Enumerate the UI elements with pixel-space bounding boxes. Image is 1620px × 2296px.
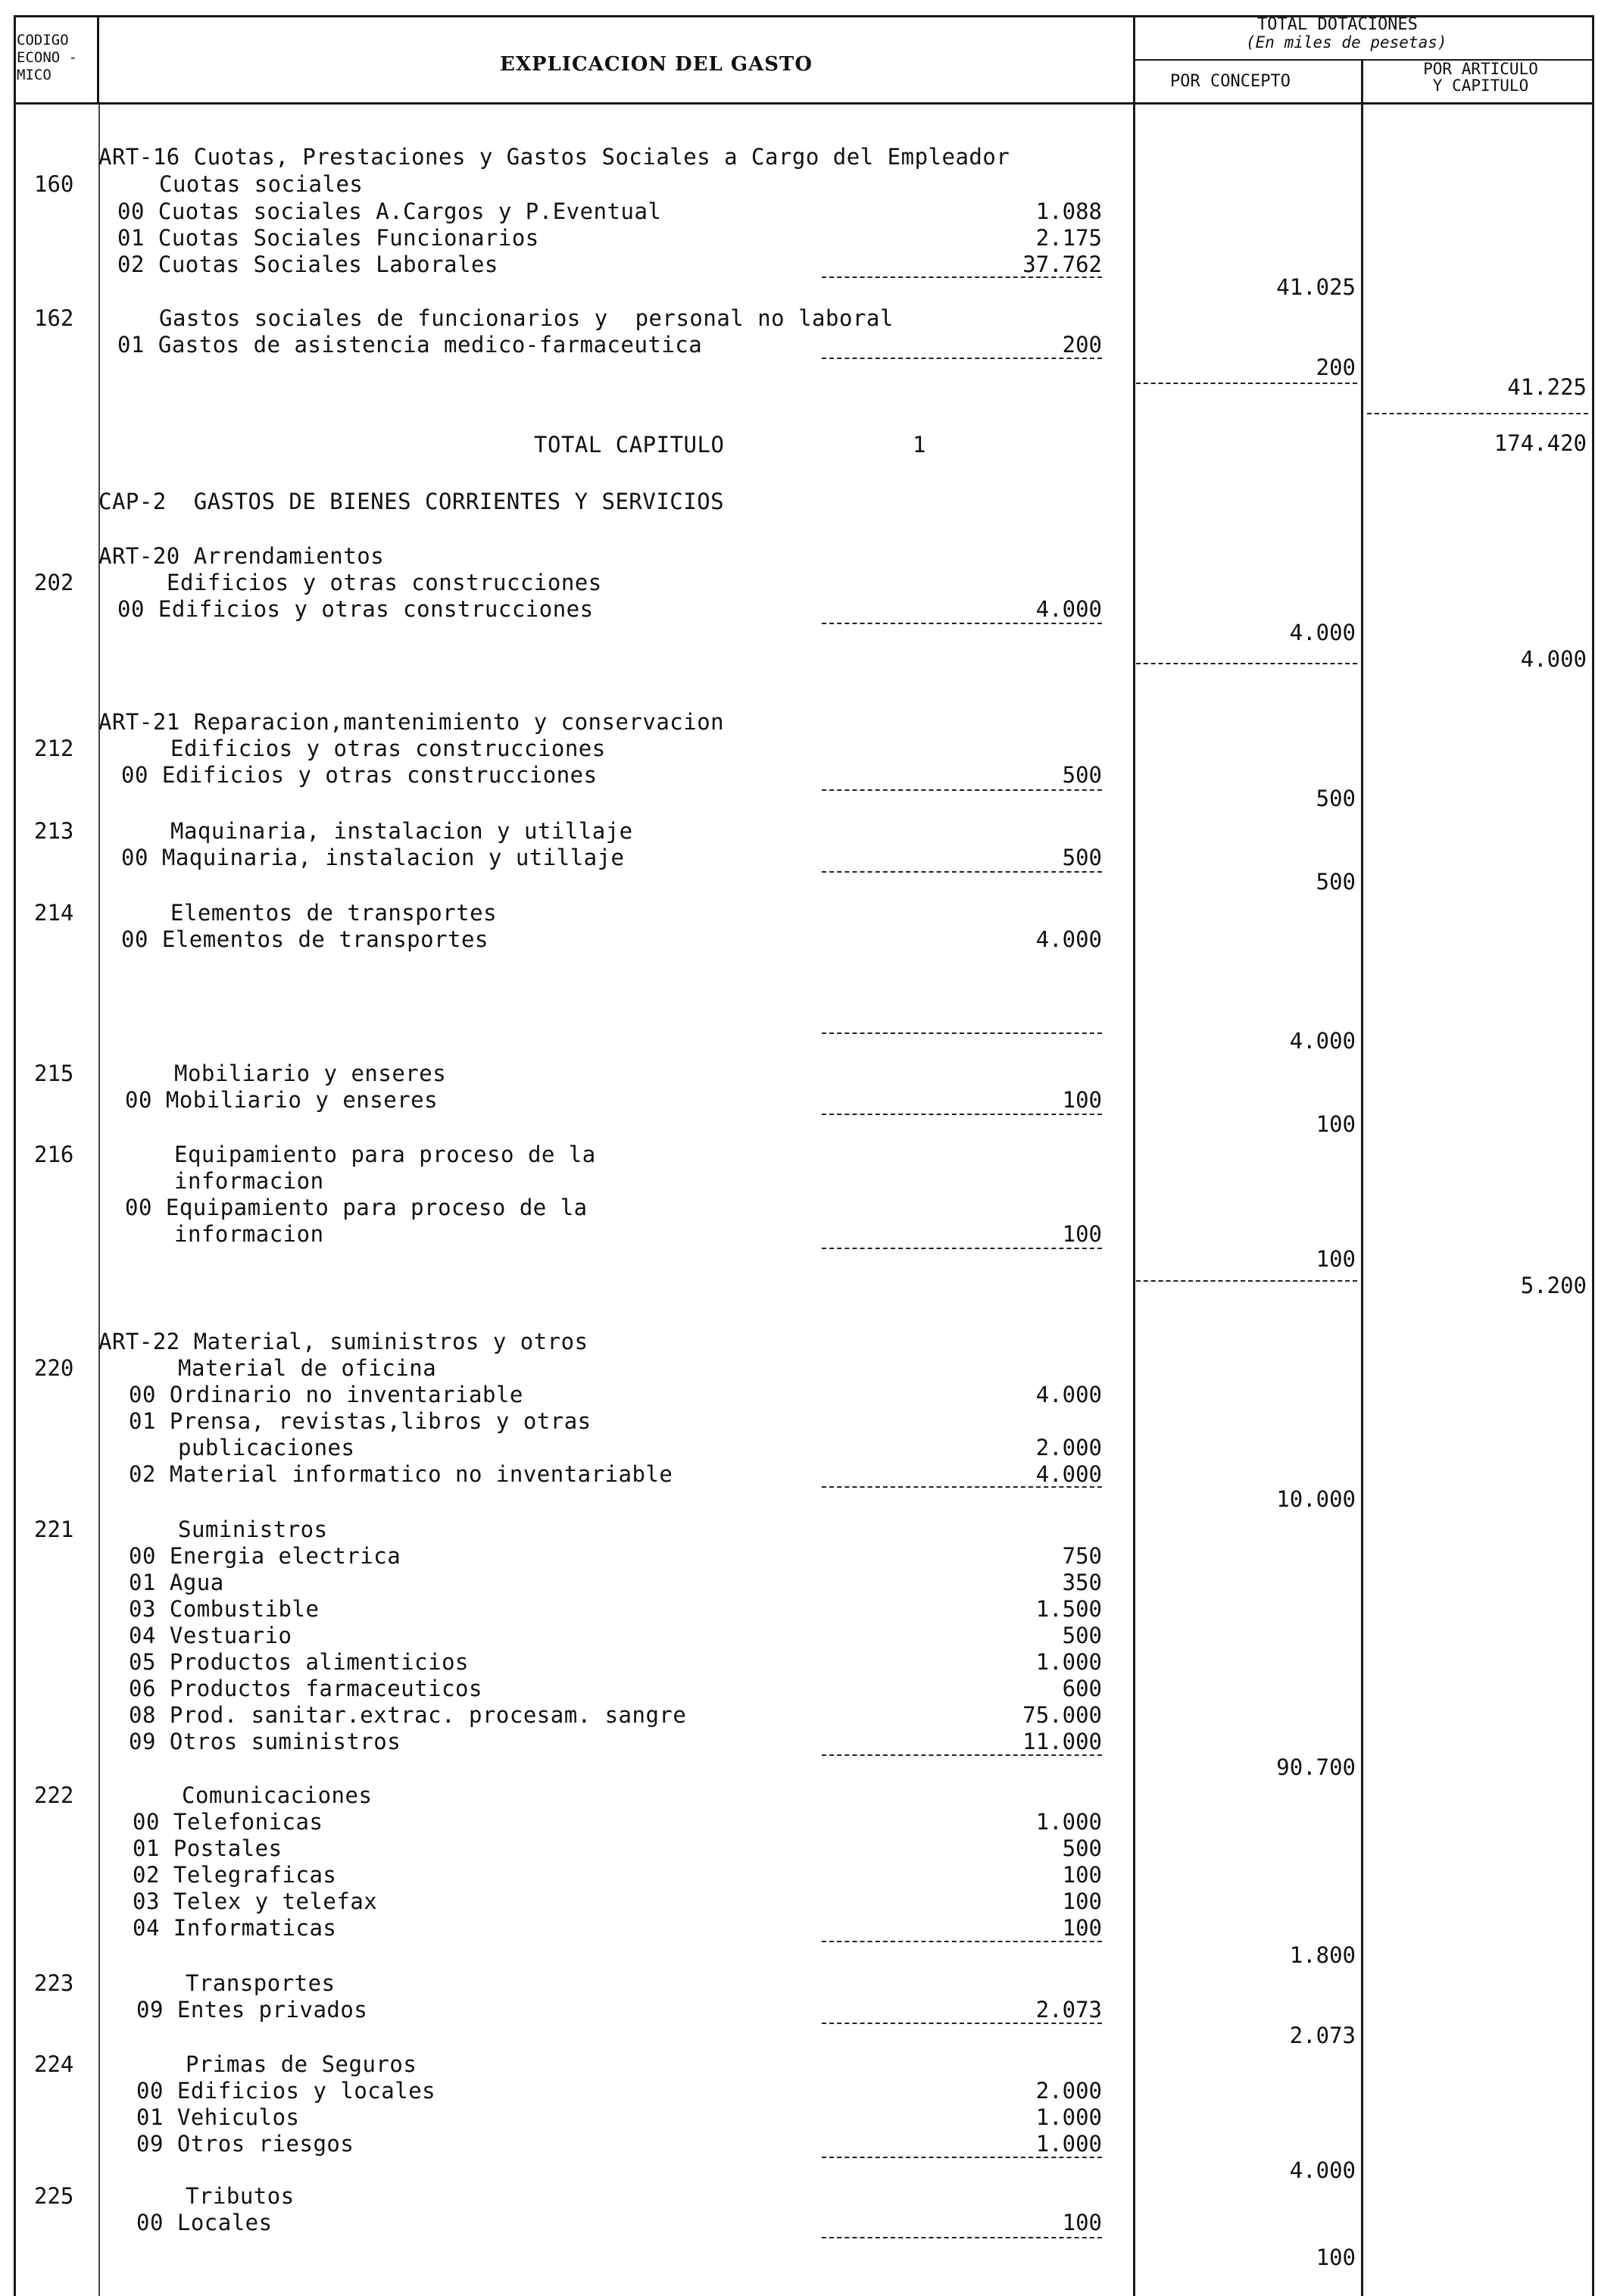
code-body-divider — [98, 105, 100, 2296]
concepto-total: 100 — [1316, 2244, 1356, 2270]
economic-code: 160 — [34, 171, 74, 197]
concepto-separator — [1136, 1280, 1357, 1282]
amount-value: 500 — [1062, 1835, 1102, 1861]
header-code: CODIGO ECONO - MICO — [17, 32, 78, 83]
concepto-total: 90.700 — [1276, 1754, 1356, 1780]
line-text: informacion — [174, 1221, 324, 1247]
code-col-divider — [97, 15, 99, 105]
line-text: 00 Energia electrica — [129, 1543, 401, 1569]
amount-value: 2.073 — [1035, 1997, 1102, 2023]
line-text: Gastos sociales de funcionarios y personal no laboral — [159, 305, 894, 331]
line-text: Equipamiento para proceso de la — [174, 1142, 596, 1167]
economic-code: 214 — [34, 900, 74, 926]
line-text: 02 Telegraficas — [133, 1862, 337, 1888]
line-text: ART-21 Reparacion,mantenimiento y conservacion — [98, 709, 725, 735]
concepto-total: 41.025 — [1276, 274, 1356, 300]
amount-value: 2.000 — [1035, 2078, 1102, 2104]
amount-value: 500 — [1062, 1623, 1102, 1648]
line-text: 01 Gastos de asistencia medico-farmaceutica — [117, 332, 703, 358]
dashed-separator — [822, 1032, 1102, 1034]
line-text: ART-22 Material, suministros y otros — [98, 1329, 588, 1354]
line-text: Edificios y otras construcciones — [170, 736, 606, 761]
amount-value: 200 — [1062, 332, 1102, 358]
amount-value: 100 — [1062, 1862, 1102, 1888]
concepto-total: 4.000 — [1289, 1028, 1356, 1054]
line-text: Transportes — [186, 1970, 336, 1996]
line-text: Comunicaciones — [182, 1782, 373, 1808]
amount-value: 100 — [1062, 1888, 1102, 1914]
concepto-total: 4.000 — [1289, 2157, 1356, 2183]
concepto-col-divider — [1361, 59, 1363, 2296]
dashed-separator — [822, 871, 1102, 873]
amount-value: 1.000 — [1035, 1809, 1102, 1835]
articulo-total: 174.420 — [1494, 430, 1587, 456]
line-text: informacion — [174, 1168, 324, 1194]
amount-value: 600 — [1062, 1676, 1102, 1701]
line-text: Edificios y otras construcciones — [167, 570, 602, 595]
line-text: Elementos de transportes — [170, 900, 498, 926]
amount-value: 750 — [1062, 1543, 1102, 1569]
line-text: Cuotas sociales — [159, 171, 364, 197]
dashed-separator — [822, 1754, 1102, 1756]
economic-code: 213 — [34, 818, 74, 844]
economic-code: 215 — [34, 1061, 74, 1086]
line-text: 01 Vehiculos — [136, 2104, 300, 2130]
economic-code: 216 — [34, 1142, 74, 1167]
amount-value: 1.000 — [1035, 1649, 1102, 1675]
line-text: 01 Postales — [133, 1835, 282, 1861]
amount-value: 2.175 — [1035, 225, 1102, 251]
line-text: 00 Elementos de transportes — [121, 926, 488, 952]
economic-code: 202 — [34, 570, 74, 595]
header-explicacion: EXPLICACION DEL GASTO — [500, 53, 813, 76]
header-concepto: POR CONCEPTO — [1170, 72, 1291, 91]
concepto-total: 500 — [1316, 786, 1356, 811]
line-text: 00 Maquinaria, instalacion y utillaje — [121, 845, 625, 870]
line-text: 04 Vestuario — [129, 1623, 292, 1648]
dashed-separator — [822, 358, 1102, 359]
line-text: 00 Edificios y otras construcciones — [121, 762, 598, 788]
amount-value: 100 — [1062, 1915, 1102, 1941]
line-text: 02 Material informatico no inventariable — [129, 1461, 673, 1487]
line-text: 06 Productos farmaceuticos — [129, 1676, 482, 1701]
amount-value: 4.000 — [1035, 1382, 1102, 1407]
concepto-total: 10.000 — [1276, 1486, 1356, 1512]
amount-value: 1.000 — [1035, 2104, 1102, 2130]
frame-left — [14, 15, 16, 2296]
amount-value: 500 — [1062, 762, 1102, 788]
concepto-total: 200 — [1316, 355, 1356, 380]
economic-code: 212 — [34, 736, 74, 761]
amount-value: 2.000 — [1035, 1435, 1102, 1460]
line-text: CAP-2 GASTOS DE BIENES CORRIENTES Y SERVICIOS — [98, 489, 725, 514]
economic-code: 162 — [34, 305, 74, 331]
concepto-total: 4.000 — [1289, 620, 1356, 645]
line-text: Suministros — [178, 1517, 328, 1542]
line-text: ART-16 Cuotas, Prestaciones y Gastos Sociales a Cargo del Empleador — [98, 144, 1010, 170]
line-text: 03 Telex y telefax — [133, 1888, 378, 1914]
header-total-sub: (En miles de pesetas) — [1246, 33, 1447, 52]
amount-value: 1.500 — [1035, 1596, 1102, 1622]
economic-code: 225 — [34, 2183, 74, 2209]
dashed-separator — [822, 2157, 1102, 2158]
amount-value: 4.000 — [1035, 926, 1102, 952]
line-text: TOTAL CAPITULO — [534, 432, 725, 458]
line-text: 09 Entes privados — [136, 1997, 368, 2023]
amount-value: 4.000 — [1035, 596, 1102, 622]
amount-value: 100 — [1062, 1221, 1102, 1247]
line-text: publicaciones — [178, 1435, 355, 1460]
economic-code: 222 — [34, 1782, 74, 1808]
line-text: 08 Prod. sanitar.extrac. procesam. sangre — [129, 1702, 687, 1728]
dashed-separator — [822, 1486, 1102, 1488]
line-text: 00 Edificios y otras construcciones — [117, 596, 594, 622]
dashed-separator — [822, 1114, 1102, 1115]
dashed-separator — [822, 1248, 1102, 1249]
explicacion-col-divider — [1133, 15, 1135, 2296]
amount-value: 11.000 — [1022, 1729, 1102, 1754]
dashed-separator — [822, 2023, 1102, 2024]
concepto-total: 100 — [1316, 1111, 1356, 1137]
dashed-separator — [822, 623, 1102, 624]
line-text: 00 Cuotas sociales A.Cargos y P.Eventual — [117, 198, 662, 224]
economic-code: 224 — [34, 2051, 74, 2077]
line-text: Material de oficina — [178, 1355, 437, 1381]
line-text: ART-20 Arrendamientos — [98, 543, 385, 569]
line-text: 01 Prensa, revistas,libros y otras — [129, 1408, 592, 1434]
line-text: 05 Productos alimenticios — [129, 1649, 469, 1675]
concepto-total: 2.073 — [1289, 2023, 1356, 2048]
line-text: Mobiliario y enseres — [174, 1061, 447, 1086]
line-text: 03 Combustible — [129, 1596, 320, 1622]
amount-value: 500 — [1062, 845, 1102, 870]
line-text: 00 Locales — [136, 2210, 273, 2235]
line-text: 00 Equipamiento para proceso de la — [125, 1195, 588, 1220]
articulo-total: 5.200 — [1520, 1273, 1587, 1298]
line-text: Primas de Seguros — [186, 2051, 417, 2077]
header-articulo: POR ARTICULO Y CAPITULO — [1423, 60, 1538, 95]
concepto-total: 1.800 — [1289, 1942, 1356, 1968]
dashed-separator — [822, 276, 1102, 278]
line-text: 00 Edificios y locales — [136, 2078, 436, 2104]
line-text: 00 Ordinario no inventariable — [129, 1382, 523, 1407]
concepto-total: 100 — [1316, 1246, 1356, 1272]
header-total-title: TOTAL DOTACIONES — [1257, 15, 1418, 34]
frame-right — [1592, 15, 1594, 2296]
dashed-separator — [822, 789, 1102, 791]
concepto-total: 500 — [1316, 869, 1356, 895]
dashed-separator — [822, 1941, 1102, 1942]
line-text: Maquinaria, instalacion y utillaje — [170, 818, 633, 844]
dashed-separator — [822, 2237, 1102, 2238]
line-text: Tributos — [186, 2183, 295, 2209]
line-text: 01 Cuotas Sociales Funcionarios — [117, 225, 539, 251]
amount-value: 350 — [1062, 1570, 1102, 1595]
economic-code: 223 — [34, 1970, 74, 1996]
line-text: 1 — [913, 432, 926, 458]
economic-code: 221 — [34, 1517, 74, 1542]
articulo-total: 4.000 — [1520, 646, 1587, 672]
articulo-separator — [1367, 413, 1588, 414]
line-text: 09 Otros suministros — [129, 1729, 401, 1754]
line-text: 00 Mobiliario y enseres — [125, 1087, 439, 1113]
line-text: 00 Telefonicas — [133, 1809, 323, 1835]
line-text: 09 Otros riesgos — [136, 2131, 354, 2157]
header-bottom — [14, 102, 1594, 105]
line-text: 02 Cuotas Sociales Laborales — [117, 251, 498, 277]
concepto-separator — [1136, 663, 1357, 664]
amount-value: 1.088 — [1035, 198, 1102, 224]
economic-code: 220 — [34, 1355, 74, 1381]
amount-value: 75.000 — [1022, 1702, 1102, 1728]
amount-value: 100 — [1062, 2210, 1102, 2235]
concepto-separator — [1136, 383, 1357, 384]
line-text: 04 Informaticas — [133, 1915, 337, 1941]
amount-value: 37.762 — [1022, 251, 1102, 277]
amount-value: 4.000 — [1035, 1461, 1102, 1487]
amount-value: 100 — [1062, 1087, 1102, 1113]
line-text: 01 Agua — [129, 1570, 224, 1595]
amount-value: 1.000 — [1035, 2131, 1102, 2157]
articulo-total: 41.225 — [1507, 374, 1587, 400]
